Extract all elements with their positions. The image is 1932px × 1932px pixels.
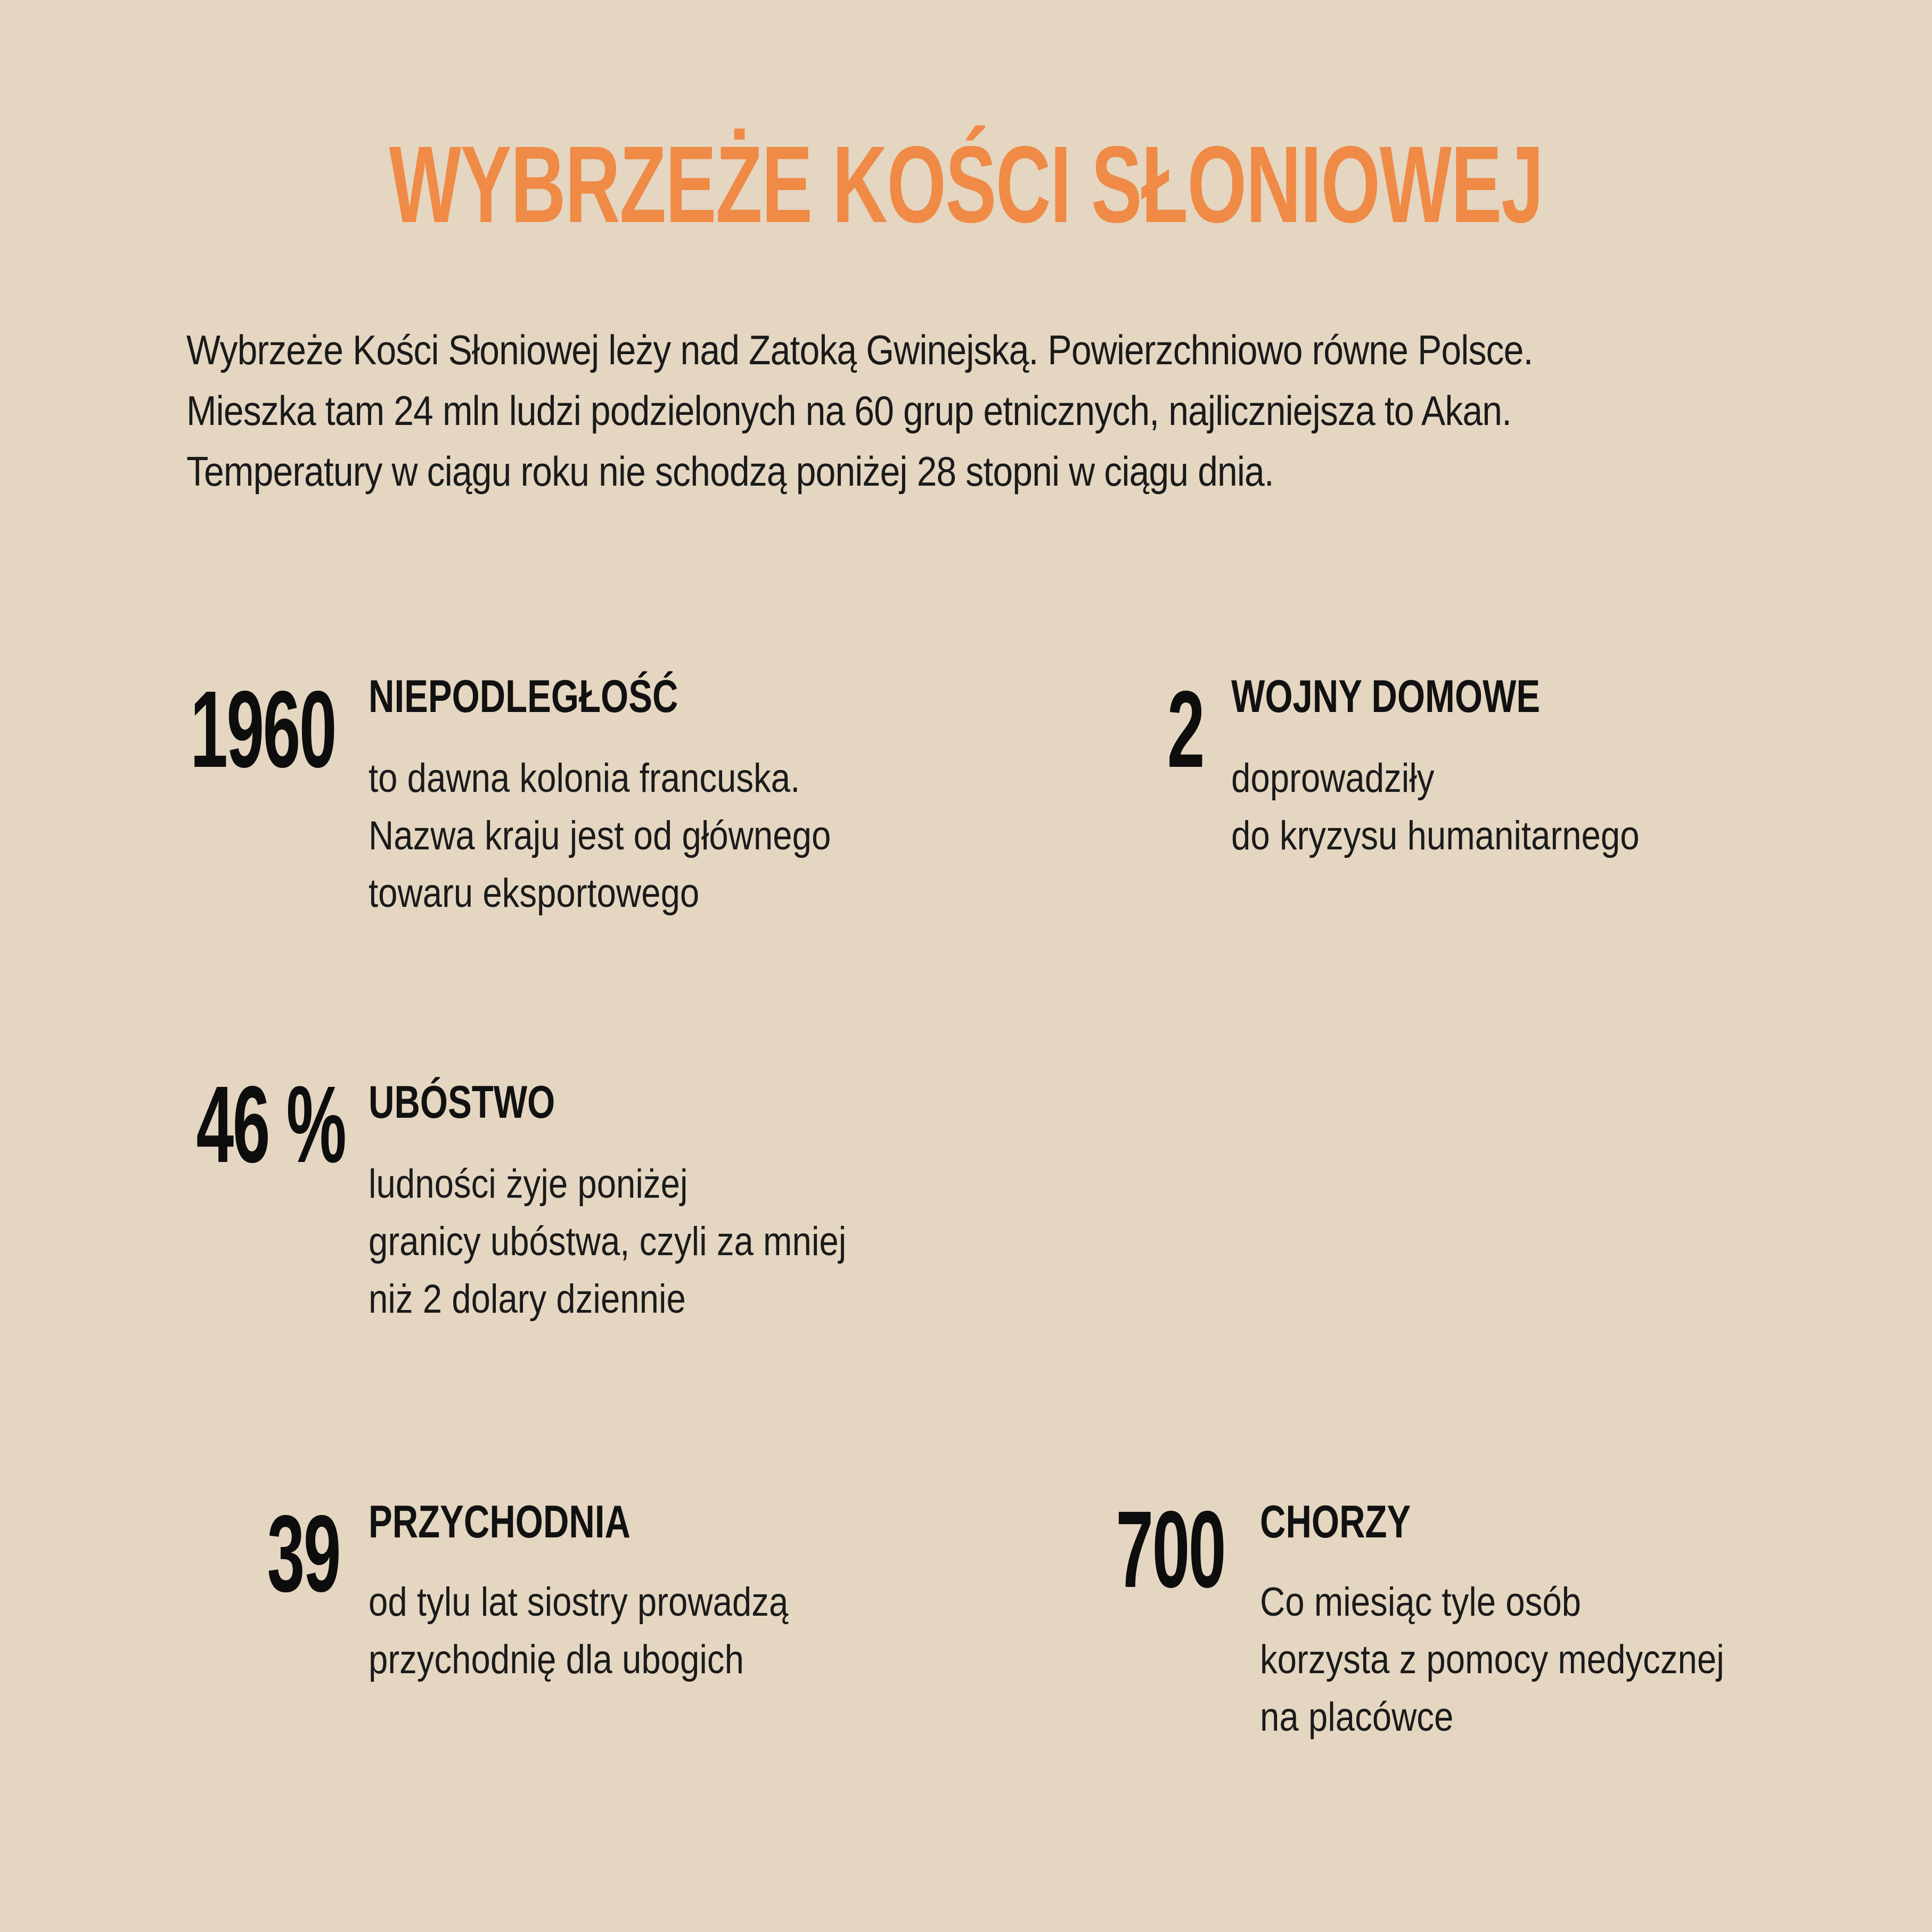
intro-line: Wybrzeże Kości Słoniowej leży nad Zatoką Gwinejską. Powierzchniowo równe Polsce. [186, 326, 1533, 373]
stat-description-line: na placówce [1260, 1694, 1454, 1740]
stat-description-line: ludności żyje poniżej [369, 1161, 688, 1207]
stat-description-line: Co miesiąc tyle osób [1260, 1579, 1582, 1625]
stat-description-line: niż 2 dolary dziennie [369, 1276, 686, 1322]
stat-number: 2 [1167, 668, 1204, 790]
stat-description-line: to dawna kolonia francuska. [369, 756, 800, 801]
stat-heading: CHORZY [1260, 1496, 1411, 1548]
stat-description-line: korzysta z pomocy medycznej [1260, 1637, 1724, 1682]
stat-description [1231, 750, 1640, 865]
stat-description [1260, 1574, 1724, 1746]
stat-description [369, 1574, 788, 1689]
stat-description [369, 750, 831, 922]
stat-number: 39 [267, 1493, 340, 1615]
stat-description-line: do kryzysu humanitarnego [1231, 813, 1640, 858]
stat-number: 46 % [196, 1063, 345, 1185]
stat-number: 700 [1116, 1488, 1225, 1610]
stat-description-line: przychodnię dla ubogich [369, 1637, 744, 1682]
stat-heading: WOJNY DOMOWE [1231, 671, 1541, 722]
intro-line: Temperatury w ciągu roku nie schodzą poniżej 28 stopni w ciągu dnia. [186, 448, 1274, 495]
stat-number: 1960 [190, 668, 335, 790]
stat-heading: UBÓSTWO [369, 1077, 555, 1128]
stat-description-line: Nazwa kraju jest od głównego [369, 813, 831, 858]
stat-description-line: doprowadziły [1231, 756, 1435, 801]
stat-description-line: granicy ubóstwa, czyli za mniej [369, 1219, 847, 1264]
intro-line: Mieszka tam 24 mln ludzi podzielonych na 60 grup etnicznych, najliczniejsza to Akan. [186, 387, 1512, 434]
intro-paragraph [186, 320, 1784, 502]
stat-description [369, 1156, 846, 1328]
stat-heading: NIEPODLEGŁOŚĆ [369, 671, 678, 722]
stat-description-line: od tylu lat siostry prowadzą [369, 1579, 789, 1625]
stat-description-line: towaru eksportowego [369, 871, 700, 916]
page-title: WYBRZEŻE KOŚCI SŁONIOWEJ [389, 124, 1543, 245]
stat-heading: PRZYCHODNIA [369, 1496, 631, 1548]
